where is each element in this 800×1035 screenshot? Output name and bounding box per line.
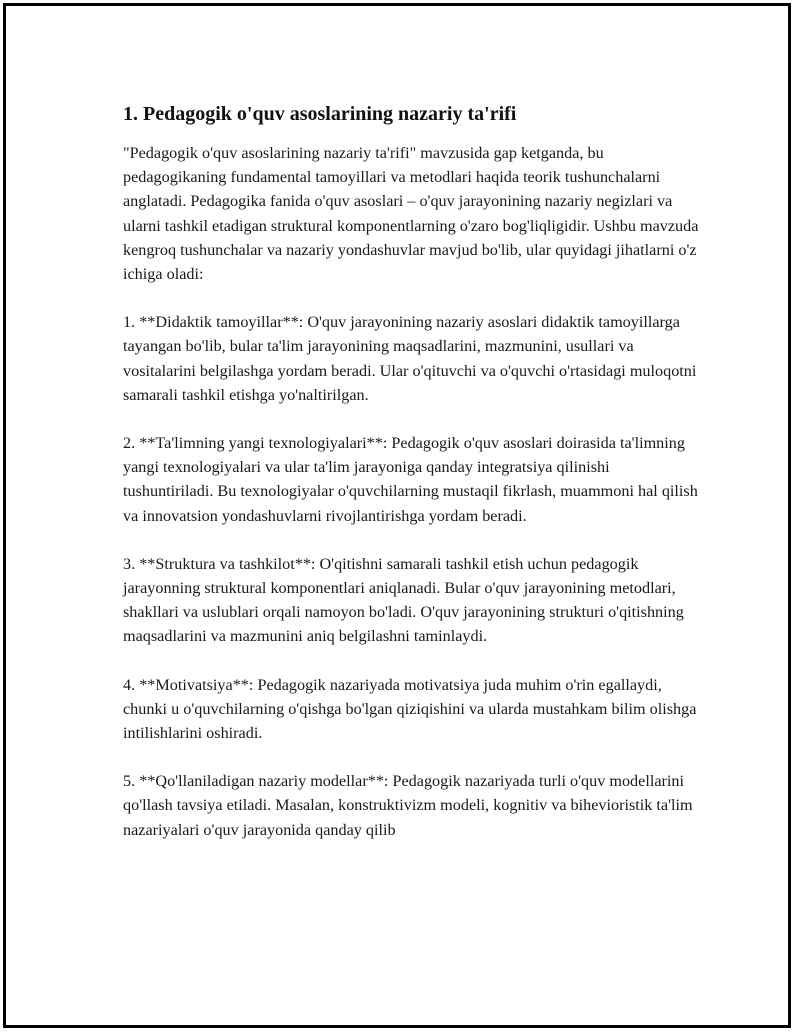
page-frame [3,3,791,1028]
paragraph-new-technologies: 2. **Ta'limning yangi texnologiyalari**: Pedagogik o'quv asoslari doirasida ta'limning yangi texnologiyalari va ular ta'lim jarayoniga qanday integratsiya qilinishi tushuntiriladi. Bu texnologiyalar o'quvchilarning mustaqil fikrlash, muammoni hal qilish va innovatsion yondashuvlarni rivojlantirishga yordam beradi. [123,434,698,525]
document-body [123,101,703,866]
paragraph-didactic-principles: 1. **Didaktik tamoyillar**: O'quv jarayonining nazariy asoslari didaktik tamoyillarga tayangan bo'lib, bular ta'lim jarayonining maqsadlarini, mazmunini, usullari va vositalarini belgilashga yordam beradi. Ular o'qituvchi va o'quvchi o'rtasidagi muloqotni samarali tashkil etishga yo'naltirilgan. [123,313,697,404]
paragraph-structure-organization: 3. **Struktura va tashkilot**: O'qitishni samarali tashkil etish uchun pedagogik jarayonning struktural komponentlari aniqlanadi. Bular o'quv jarayonining metodlari, shakllari va uslublari orqali namoyon bo'ladi. O'quv jarayonining strukturi o'qitishning maqsadlarini va mazmunini aniq belgilashni taminlaydi. [123,554,684,646]
intro-paragraph: "Pedagogik o'quv asoslarining nazariy ta'rifi" mavzusida gap ketganda, bu pedagogikaning fundamental tamoyillari va metodlari haqida teorik tushunchalarni anglatadi. Pedagogika fanida o'quv asoslari – o'quv jarayonining nazariy negizlari va ularni tashkil etadigan struktural komponentlarning o'zaro bog'liqligidir. Ushbu mavzuda kengroq tushunchalar va nazariy yondashuvlar mavjud bo'lib, ular quyidagi jihatlarni o'z ichiga oladi: [123,144,699,284]
paragraph-motivation: 4. **Motivatsiya**: Pedagogik nazariyada motivatsiya juda muhim o'rin egallaydi, chunki u o'quvchilarning o'qishga bo'lgan qiziqishini va ularda mustahkam bilim olishga intilishlarini oshiradi. [123,675,697,743]
paragraph-theoretical-models: 5. **Qo'llaniladigan nazariy modellar**: Pedagogik nazariyada turli o'quv modellarini qo'llash tavsiya etiladi. Masalan, konstruktivizm modeli, kognitiv va bihevioristik ta'lim nazariyalari o'quv jarayonida qanday qilib [123,772,693,839]
section-heading: 1. Pedagogik o'quv asoslarining nazariy ta'rifi [123,103,517,125]
